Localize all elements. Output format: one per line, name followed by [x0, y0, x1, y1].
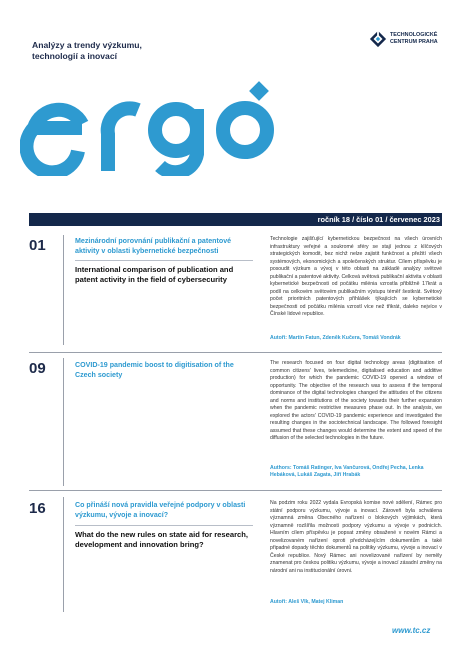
article-abstract: Technologie zajišťující kybernetickou bezpečnost na všech úrovních infrastruktury veřejné a soukromé sféry se stají jednou z klíčových strategických komodit, bez nichž nelze zajistit funkčnost a přežití všech systémových, ekonomických a společenských struktur. Cílem příspěvku je posoudit výzkum a vývoj v této oblasti na základě analýzy světové publikační a patentové aktivity. Celková světová publikační aktivita v oblasti kybernetické bezpečnosti od počátku milénia vzrostla přibližně 17krát a podíl na celkovém světovém publikačním výstupu téměř šestkrát. Světový počet prioritních patentových přihlášek týkajících se kybernetické bezpečnosti od počátku milénia vzrostl více než třikrát, daleko nejvíce v Čínské lidové republice.	[270, 236, 442, 317]
issue-info: ročník 18 / číslo 01 / červenec 2023	[317, 215, 440, 224]
column-divider	[63, 497, 64, 612]
ergo-brand-text: ergo	[20, 76, 23, 77]
column-divider	[63, 235, 64, 345]
ergo-logo-graphic	[20, 76, 275, 176]
tc-logo-icon	[369, 30, 387, 48]
article-page-number: 16	[29, 500, 46, 517]
article-page-number: 09	[29, 360, 46, 377]
journal-tagline: Analýzy a trendy výzkumu, technologií a inovací	[32, 40, 142, 61]
footer-url-link[interactable]: www.tc.cz	[392, 626, 431, 635]
article-title-en[interactable]: International comparison of publication and patent activity in the field of cybersecurity	[75, 265, 234, 284]
article-title-cz[interactable]: Mezinárodní porovnání publikační a patentové aktivity v oblasti kybernetické bezpečnosti	[75, 237, 232, 255]
article-title-cz[interactable]: Co přináší nová pravidla veřejné podpory v oblasti výzkumu, vývoje a inovací?	[75, 501, 246, 519]
article-page-number: 01	[29, 237, 46, 254]
article-title-en[interactable]: What do the new rules on state aid for research, development and innovation bring?	[75, 530, 249, 549]
tc-logo[interactable]: TECHNOLOGICKÉ CENTRUM PRAHA	[369, 30, 449, 54]
article-authors: Authors: Tomáš Ratinger, Iva Vančurová, Ondřej Pecha, Lenka Hebáková, Lukáš Zagata, Jiří Hrabák	[270, 465, 424, 479]
section-divider	[29, 490, 442, 491]
section-divider	[29, 352, 442, 353]
title-separator	[75, 525, 253, 526]
article-title[interactable]: COVID-19 pandemic boost to digitisation of the Czech society	[75, 361, 234, 379]
title-separator	[75, 260, 253, 261]
column-divider	[63, 358, 64, 486]
article-authors: Autoři: Aleš Vlk, Matej Kliman	[270, 599, 344, 605]
article-authors: Autoři: Martin Fatun, Zdeněk Kučera, Tomáš Vondrák	[270, 335, 401, 341]
ergo-wordmark	[20, 76, 275, 176]
article-abstract: The research focused on four digital technology areas (digitisation of common citizens' lives, telemedicine, digitalised education and additive production) for which the pandemic COVID-19 opened a window of opportunity. The objective of the research was to assess if the temporal dominance of the digital technologies changed the attitudes of the citizens and norms and institutions of the society towards their further expansion when the pandemic restrictive measures phase out. In the analysis, we explored the actors' COVID-19 pandemic experience and investigated the resulting changes in the sociotechnical landscape. The followed foresight assumed that these changes would determine the extent and speed of the diffusion of the selected technologies in the future.	[270, 360, 442, 441]
article-abstract: Na podzim roku 2022 vydala Evropská komise nové sdělení, Rámec pro státní podporu výzkumu, vývoje a inovací. Zároveň byla schválena významná změna Obecného nařízení o blokových výjimkách, která významně rozšířila možnosti podpory výzkumu a vývoje v podnicích. Hlavním cílem příspěvku je popsat změny obsažené v novém Rámci a novelizovaném nařízení oproti předcházejícím dokumentům a také připadné dopady těchto dokumentů na politiky výzkumu, vývoje a inovací v České republice. Nový Rámec ani novelizované nařízení by neměly znamenat pro českou politiku výzkumu, vývoje a inovací zásadní změny na národní ani na institucionální úrovni.	[270, 500, 442, 574]
